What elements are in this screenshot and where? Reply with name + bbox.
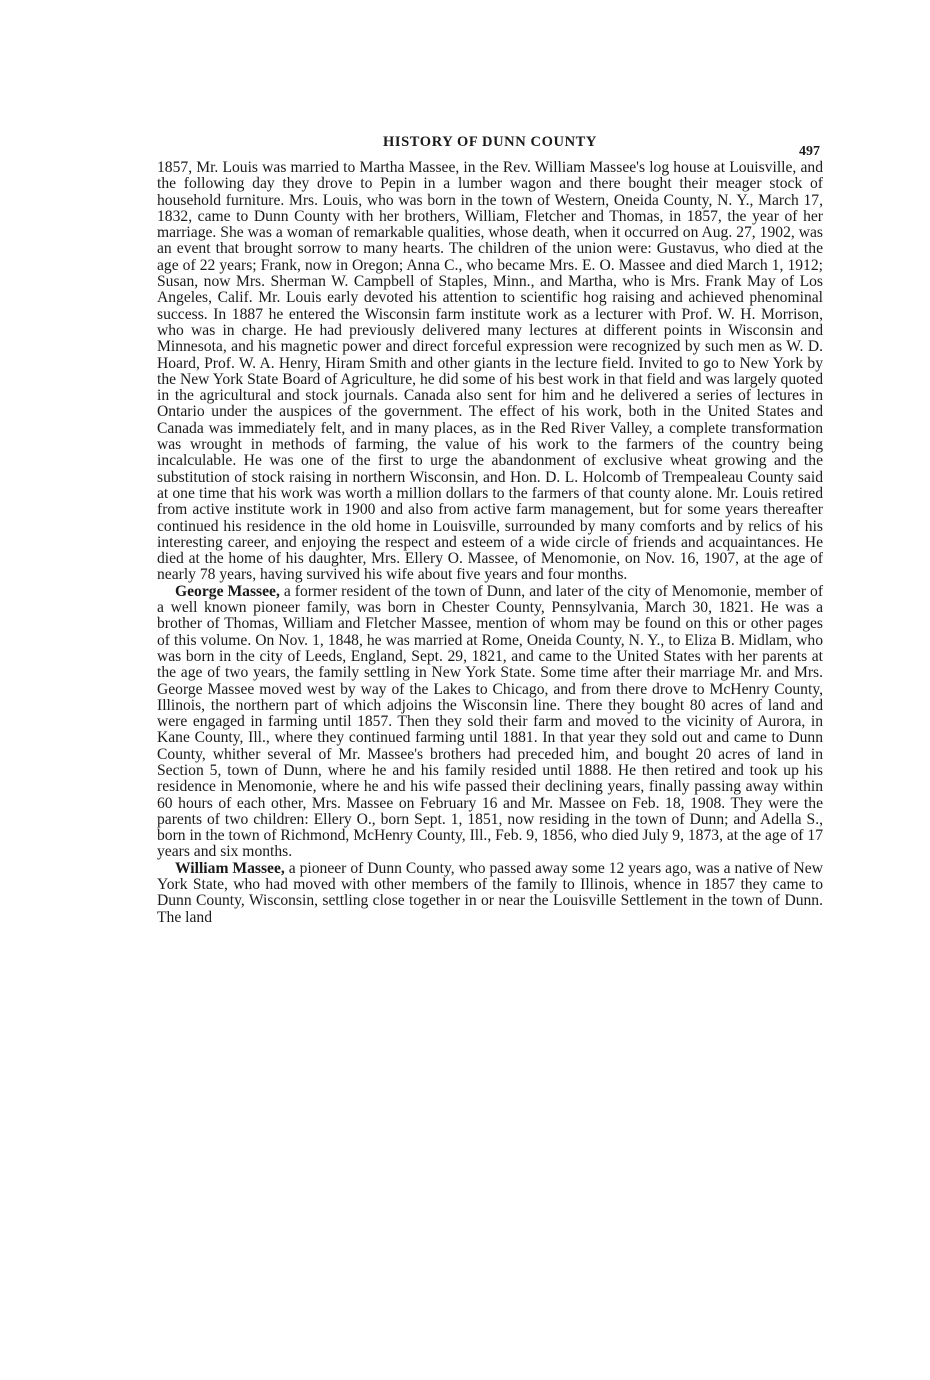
paragraph-george-massee [157, 584, 823, 861]
paragraph-text: a pioneer of Dunn County, who passed away some 12 years ago, was a native of New York State, who had moved with other members of the family to Illinois, whence in 1857 they came to Dunn County, Wisconsin, settling close together in or near the Louisville Settlement in the town of Dunn. The land [157, 859, 823, 926]
paragraph-text: a former resident of the town of Dunn, and later of the city of Menomonie, member of a well known pioneer family, was born in Chester County, Pennsylvania, March 30, 1821. He was a brother of Thomas, William and Fletcher Massee, mention of whom may be found on this or other pages of this volume. On Nov. 1, 1848, he was married at Rome, Oneida County, N. Y., to Eliza B. Midlam, who was born in the city of Leeds, England, Sept. 29, 1821, and came to the United States with her parents at the age of two years, the family settling in New York State. Some time after their marriage Mr. and Mrs. George Massee moved west by way of the Lakes to Chicago, and from there drove to McHenry County, Illinois, the northern part of which adjoins the Wisconsin line. There they bought 80 acres of land and were engaged in farming until 1857. Then they sold their farm and moved to the vicinity of Aurora, in Kane County, Ill., where they continued farming until 1881. In that year they sold out and came to Dunn County, whither several of Mr. Massee's brothers had preceded him, and bought 20 acres of land in Section 5, town of Dunn, where he and his family resided until 1888. He then retired and took up his residence in Menomonie, where he and his wife passed their declining years, finally passing away within 60 hours of each other, Mrs. Massee on February 16 and Mr. Massee on Feb. 18, 1908. They were the parents of two children: Ellery O., born Sept. 1, 1851, now residing in the town of Dunn; and Adella S., born in the town of Richmond, McHenry County, Ill., Feb. 9, 1856, who died July 9, 1873, at the age of 17 years and six months. [157, 582, 824, 861]
page-header [160, 134, 820, 160]
page-number: 497 [799, 144, 820, 159]
running-title: HISTORY OF DUNN COUNTY [383, 134, 597, 150]
paragraph-william-massee [157, 861, 823, 926]
paragraph-text: 1857, Mr. Louis was married to Martha Massee, in the Rev. William Massee's log house at Louisville, and the following day they drove to Pepin in a lumber wagon and there bought their meager stock of household furniture. Mrs. Louis, who was born in the town of Western, Oneida County, N. Y., March 17, 1832, came to Dunn County with her brothers, William, Fletcher and Thomas, in 1857, the year of her marriage. She was a woman of remarkable qualities, whose death, when it occurred on Aug. 27, 1902, was an event that brought sorrow to many hearts. The children of the union were: Gustavus, who died at the age of 22 years; Frank, now in Oregon; Anna C., who became Mrs. E. O. Massee and died March 1, 1912; Susan, now Mrs. Sherman W. Campbell of Staples, Minn., and Martha, who is Mrs. Frank May of Los Angeles, Calif. Mr. Louis early devoted his attention to scientific hog raising and achieved phenominal success. In 1887 he entered the Wisconsin farm institute work as a lecturer with Prof. W. H. Morrison, who was in charge. He had previously delivered many lectures at different points in Wisconsin and Minnesota, and his magnetic power and direct forceful expression were recognized by such men as W. D. Hoard, Prof. W. A. Henry, Hiram Smith and other giants in the lecture field. Invited to go to New York by the New York State Board of Agriculture, he did some of his best work in that field and was largely quoted in the agricultural and stock journals. Canada also sent for him and he delivered a series of lectures in Ontario under the auspices of the government. The effect of his work, both in the United States and Canada was immediately felt, and in many places, as in the Red River Valley, a complete transformation was wrought in methods of farming, the value of his work to the farmers of the country being incalculable. He was one of the first to urge the abandonment of exclusive wheat growing and the substitution of stock raising in northern Wisconsin, and Hon. D. L. Holcomb of Trempealeau County said at one time that his work was worth a million dollars to the farmers of that county alone. Mr. Louis retired from active institute work in 1900 and also from active farm management, but for some years thereafter continued his residence in the old home in Louisville, surrounded by many comforts and by relics of his interesting career, and enjoying the respect and esteem of a wide circle of friends and acquaintances. He died at the home of his daughter, Mrs. Ellery O. Massee, of Menomonie, on Nov. 16, 1907, at the age of nearly 78 years, having survived his wife about five years and four months. [157, 159, 823, 584]
entry-name-george-massee: George Massee, [175, 582, 280, 600]
body-text [157, 160, 823, 926]
entry-name-william-massee: William Massee, [175, 859, 285, 877]
paragraph-louis-continued [157, 160, 823, 584]
